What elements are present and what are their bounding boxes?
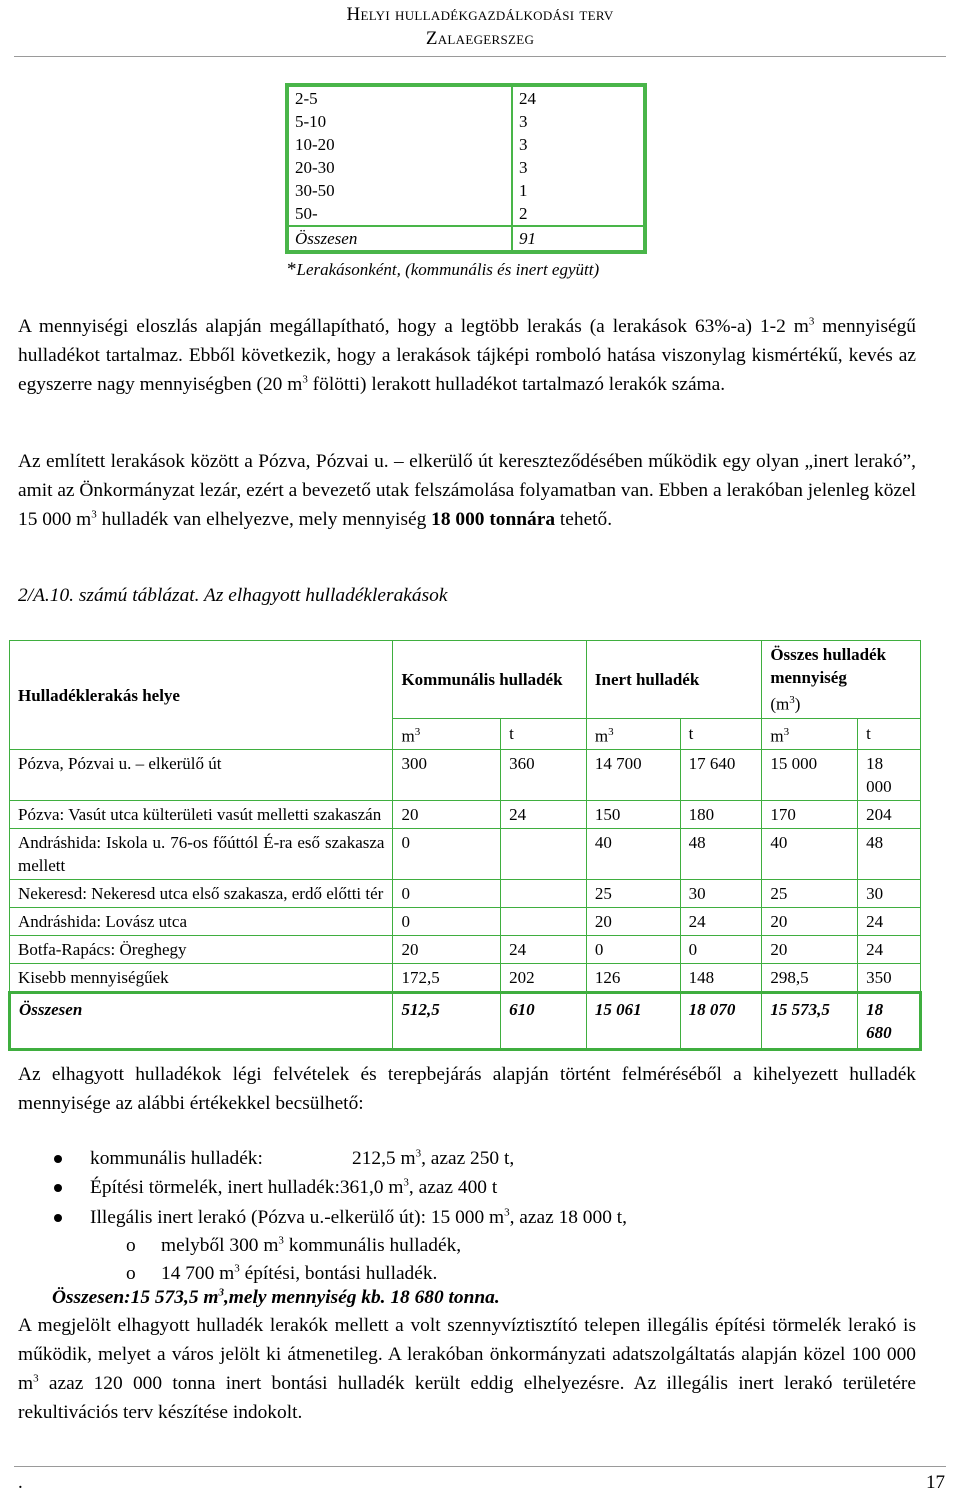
note-text: Lerakásonként, (kommunális és inert együtt) (296, 260, 600, 279)
table-row (10, 750, 921, 801)
quantity-cell: 180 (680, 801, 762, 829)
sum-value: 610 (501, 993, 587, 1050)
quantity-cell: 126 (586, 964, 680, 993)
footer-divider (14, 1466, 946, 1467)
paragraph-estimate: Az elhagyott hulladékok légi felvételek és terepbejárás alapján történt felméréséből a kihelyezett hulladék mennyisége az alábbi értékekkel becsülhető: (18, 1064, 916, 1114)
superscript: 3 (234, 1262, 240, 1275)
size-range: 10-20 (287, 133, 512, 156)
table-row (287, 85, 645, 110)
size-range: 5-10 (287, 110, 512, 133)
quantity-cell: 48 (858, 829, 921, 880)
bullet-icon (54, 1155, 62, 1163)
table-note (287, 259, 599, 281)
superscript: 3 (789, 694, 795, 706)
quantity-cell (501, 829, 587, 880)
quantity-cell: 350 (858, 964, 921, 993)
sum-value: 512,5 (393, 993, 501, 1050)
quantity-cell: 20 (586, 908, 680, 936)
unit-t: t (501, 718, 587, 750)
quantity-cell: 298,5 (762, 964, 858, 993)
quantity-cell: 20 (393, 801, 501, 829)
superscript: 3 (504, 1206, 510, 1219)
quantity-cell: 20 (762, 908, 858, 936)
dump-location: Botfa-Rapács: Öreghegy (10, 936, 393, 964)
table-row (10, 829, 921, 880)
list-item-communal-value (352, 1144, 514, 1173)
superscript: 3 (414, 725, 421, 738)
quantity-cell (501, 908, 587, 936)
quantity-cell: 40 (762, 829, 858, 880)
list-item-illegal (90, 1203, 627, 1232)
quantity-cell: 0 (393, 829, 501, 880)
bold-text: 18 000 tonnára (431, 509, 556, 530)
dump-location: Andráshida: Iskola u. 76-os főúttól É-ra eső szakasza mellett (10, 829, 393, 880)
page-number: 17 (926, 1472, 945, 1493)
superscript: 3 (415, 1147, 422, 1160)
text: Építési törmelék, inert hulladék:361,0 m (90, 1177, 404, 1198)
text: melyből 300 m (161, 1235, 279, 1256)
superscript: 3 (33, 1372, 39, 1385)
quantity-cell: 17 640 (680, 750, 762, 801)
superscript: 3 (302, 373, 308, 386)
total-label: Összesen (287, 226, 512, 252)
header-total (762, 641, 921, 719)
table-row (10, 880, 921, 908)
text: hulladék van elhelyezve, mely mennyiség (96, 509, 432, 530)
header-divider (14, 56, 946, 57)
bullet-icon (54, 1214, 62, 1222)
total-value: 91 (512, 226, 645, 252)
header-place: Hulladéklerakás helye (10, 641, 393, 750)
quantity-cell: 170 (762, 801, 858, 829)
quantity-cell: 0 (586, 936, 680, 964)
dump-location: Kisebb mennyiségűek (10, 964, 393, 993)
quantity-cell: 24 (858, 908, 921, 936)
quantity-cell: 150 (586, 801, 680, 829)
text: (m (770, 694, 790, 714)
list-item-inert (90, 1173, 497, 1202)
size-range: 2-5 (287, 85, 512, 110)
quantity-cell: 24 (501, 936, 587, 964)
sum-value: 18 680 (858, 993, 921, 1050)
text: , azaz 250 t, (421, 1148, 515, 1169)
note-asterisk: * (287, 259, 297, 280)
unit-m3 (393, 718, 501, 750)
text: azaz 120 000 tonna inert bontási hulladék került eddig elhelyezésre. Az illegális inert lerakó területére rekultivációs terv készítése indokolt. (18, 1373, 916, 1423)
quantity-cell: 360 (501, 750, 587, 801)
quantity-cell: 25 (586, 880, 680, 908)
header-communal: Kommunális hulladék (393, 641, 586, 719)
quantity-cell: 202 (501, 964, 587, 993)
sublist-item-construction (161, 1259, 437, 1288)
text: m (401, 726, 415, 746)
quantity-cell: 204 (858, 801, 921, 829)
quantity-cell: 25 (762, 880, 858, 908)
dump-location: Andráshida: Lovász utca (10, 908, 393, 936)
abandoned-dumps-table (8, 640, 922, 1051)
table-sum-row (10, 993, 921, 1050)
superscript: 3 (91, 508, 97, 521)
size-range: 20-30 (287, 156, 512, 179)
text: 14 700 m (161, 1263, 235, 1284)
page-header-title: Helyi hulladékgazdálkodási terv (346, 4, 614, 25)
header-inert: Inert hulladék (586, 641, 761, 719)
sublist-item-communal (161, 1231, 461, 1260)
quantity-cell: 24 (680, 908, 762, 936)
text: építési, bontási hulladék. (239, 1263, 438, 1284)
text: mennyiségű hulladékot tartalmaz. Ebből következik, hogy a lerakások tájképi romboló hatása viszonylag kismértékű, kevés az egyszerre nagy mennyiségben (20 m (18, 316, 916, 395)
quantity-cell: 48 (680, 829, 762, 880)
sum-value: 15 573,5 (762, 993, 858, 1050)
quantity-cell: 172,5 (393, 964, 501, 993)
size-range: 50- (287, 202, 512, 226)
unit-m3 (586, 718, 680, 750)
quantity-cell: 40 (586, 829, 680, 880)
count: 2 (519, 204, 528, 223)
superscript: 3 (278, 1234, 284, 1247)
count: 3 (519, 158, 528, 177)
size-distribution-table (285, 83, 647, 254)
unit-t: t (680, 718, 762, 750)
quantity-cell: 24 (858, 936, 921, 964)
quantity-cell: 24 (501, 801, 587, 829)
table-caption: 2/A.10. számú táblázat. Az elhagyott hulladéklerakások (18, 585, 448, 606)
table-row (10, 801, 921, 829)
footer-dot: . (18, 1472, 23, 1493)
quantity-cell: 30 (858, 880, 921, 908)
superscript: 3 (403, 1176, 409, 1189)
table-total-row (287, 226, 645, 252)
sum-value: 15 061 (586, 993, 680, 1050)
paragraph-distribution (18, 312, 916, 399)
text: tehető. (555, 509, 613, 530)
table-row (287, 179, 645, 202)
text: 212,5 m (352, 1148, 416, 1169)
quantity-cell: 30 (680, 880, 762, 908)
quantity-cell: 14 700 (586, 750, 680, 801)
text: m (770, 726, 784, 746)
table-row (287, 202, 645, 226)
quantity-cell: 148 (680, 964, 762, 993)
paragraph-inert-dump (18, 447, 916, 534)
size-range: 30-50 (287, 179, 512, 202)
table-row (287, 133, 645, 156)
list-item-communal-label: kommunális hulladék: (90, 1148, 263, 1169)
text: Összes hulladék mennyiség (770, 645, 887, 687)
text: A megjelölt elhagyott hulladék lerakók mellett a volt szennyvíztisztító telepen illegális építési törmelék lerakó is működik, melyet a város jelölt ki átmenetileg. A lerakóban önkormányzati adatszolgáltatás alapján közel 100 000 m (18, 1315, 916, 1394)
total-summary (52, 1287, 500, 1309)
text: , azaz 400 t (408, 1177, 498, 1198)
paragraph-wastewater-site (18, 1311, 916, 1427)
text: A mennyiségi eloszlás alapján megállapítható, hogy a legtöbb lerakás (a lerakások 63%-a) 1-2 m (18, 316, 809, 337)
text: m (594, 726, 609, 746)
quantity-cell: 0 (393, 908, 501, 936)
quantity-cell: 20 (393, 936, 501, 964)
text: kommunális hulladék, (283, 1235, 462, 1256)
text: ) (794, 694, 801, 714)
sublist-marker: o (126, 1263, 136, 1284)
dump-location: Pózva: Vasút utca külterületi vasút melletti szakaszán (10, 801, 393, 829)
unit-t: t (858, 718, 921, 750)
superscript: 3 (808, 315, 815, 328)
text: Illegális inert lerakó (Pózva u.-elkerülő út): 15 000 m (90, 1207, 505, 1228)
text: Az említett lerakások között a Pózva, Pózvai u. – elkerülő út kereszteződésében működik egy olyan „inert lerakó”, amit az Önkormányzat lezár, ezért a bevezető utak felszámolása folyamatban van. Ebben a lerakóban jelenleg közel 15 000 m (18, 451, 916, 530)
count: 3 (519, 135, 528, 154)
table-row (287, 110, 645, 133)
bullet-icon (54, 1184, 62, 1192)
unit-m3 (762, 718, 858, 750)
quantity-cell: 20 (762, 936, 858, 964)
quantity-cell: 0 (680, 936, 762, 964)
table-row (10, 936, 921, 964)
table-row (10, 908, 921, 936)
text: , azaz 18 000 t, (509, 1207, 627, 1228)
sum-value: 18 070 (680, 993, 762, 1050)
quantity-cell: 300 (393, 750, 501, 801)
page-header-subtitle: Zalaegerszeg (425, 28, 535, 49)
table-header-row (10, 641, 921, 719)
sublist-marker: o (126, 1235, 136, 1256)
text: fölötti) lerakott hulladékot tartalmazó lerakók száma. (307, 374, 726, 395)
text: ,mely mennyiség kb. 18 680 tonna. (223, 1287, 500, 1308)
quantity-cell: 18 000 (858, 750, 921, 801)
sum-label: Összesen (10, 993, 393, 1050)
quantity-cell (501, 880, 587, 908)
quantity-cell: 15 000 (762, 750, 858, 801)
count: 3 (519, 112, 528, 131)
superscript: 3 (783, 725, 790, 738)
quantity-cell: 0 (393, 880, 501, 908)
superscript: 3 (218, 1286, 224, 1299)
dump-location: Pózva, Pózvai u. – elkerülő út (10, 750, 393, 801)
count: 1 (519, 181, 528, 200)
count: 24 (519, 89, 536, 108)
dump-location: Nekeresd: Nekeresd utca első szakasza, erdő előtti tér (10, 880, 393, 908)
superscript: 3 (608, 725, 614, 738)
text: Összesen:15 573,5 m (52, 1287, 219, 1308)
table-row (10, 964, 921, 993)
table-row (287, 156, 645, 179)
